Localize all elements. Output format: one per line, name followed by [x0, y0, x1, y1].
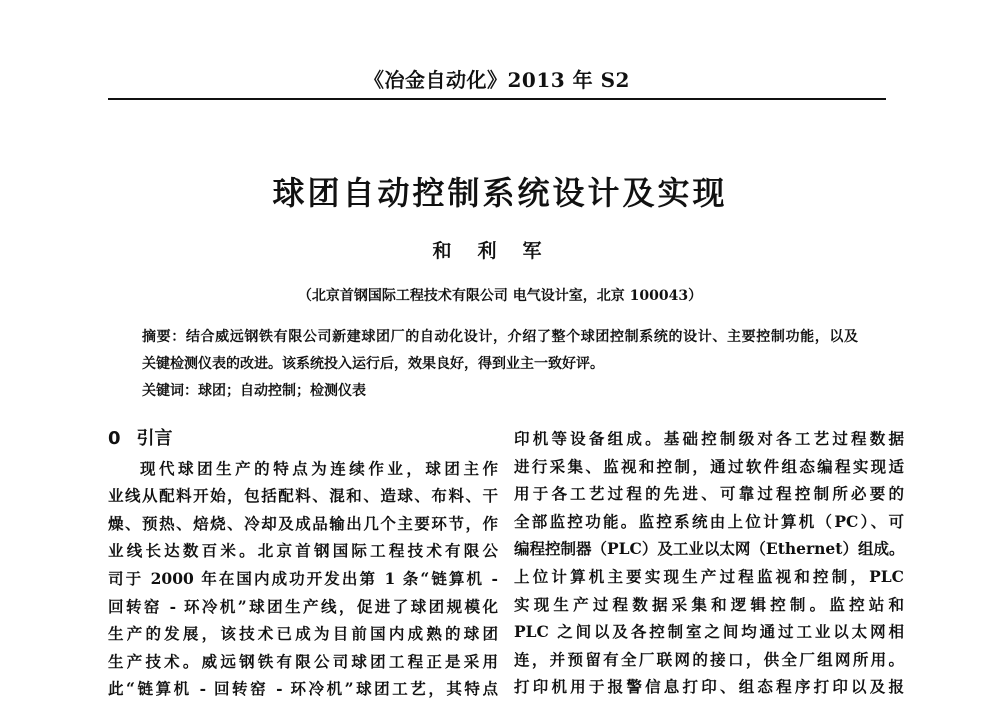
body-line: 司于 2000 年在国内成功开发出第 1 条“链算机 -: [108, 568, 498, 588]
body-line: PLC 之间以及各控制室之间均通过工业以太网相: [514, 622, 904, 642]
abstract-line: 摘要：结合威远钢铁有限公司新建球团厂的自动化设计，介绍了整个球团控制系统的设计、主要控制功能，以及: [142, 329, 858, 345]
section-title: 引言: [136, 428, 173, 449]
body-line: 业线从配料开始，包括配料、混和、造球、布料、干: [108, 486, 498, 506]
keywords-line: 关键词：球团；自动控制；检测仪表: [142, 383, 366, 399]
body-line: 用于各工艺过程的先进、可靠过程控制所必要的: [514, 484, 904, 504]
abstract-line: 关键检测仪表的改进。该系统投入运行后，效果良好，得到业主一致好评。: [142, 356, 604, 372]
body-line: 连，并预留有全厂联网的接口，供全厂组网所用。: [514, 649, 904, 669]
body-line: 上位计算机主要实现生产过程监视和控制，PLC: [514, 566, 904, 586]
body-line: 生产技术。威远钢铁有限公司球团工程正是采用: [108, 651, 498, 671]
body-line: 进行采集、监视和控制，通过软件组态编程实现适: [514, 456, 904, 476]
body-line: 全部监控功能。监控系统由上位计算机（PC）、可: [514, 511, 904, 531]
section-heading: [108, 425, 498, 453]
journal-header: 《冶金自动化》2013 年 S2: [364, 68, 630, 92]
body-line: 现代球团生产的特点为连续作业，球团主作: [140, 458, 498, 478]
body-line: 实现生产过程数据采集和逻辑控制。监控站和: [514, 594, 904, 614]
body-line: 回转窑 - 环冷机”球团生产线，促进了球团规模化: [108, 596, 498, 616]
body-line: 业线长达数百米。北京首钢国际工程技术有限公: [108, 541, 498, 561]
right-column: [514, 425, 904, 701]
abstract-block: [142, 324, 858, 405]
body-line: 打印机用于报警信息打印、组态程序打印以及报: [514, 677, 904, 697]
body-line: 编程控制器（PLC）及工业以太网（Ethernet）组成。: [514, 539, 904, 559]
author-affiliation: （北京首钢国际工程技术有限公司 电气设计室，北京 100043）: [297, 288, 703, 304]
body-line: 生产的发展，该技术已成为目前国内成熟的球团: [108, 624, 498, 644]
left-column: [108, 425, 498, 703]
header-rule: [108, 98, 886, 100]
author-name: 和利军: [432, 240, 568, 262]
body-line: 印机等设备组成。基础控制级对各工艺过程数据: [514, 429, 904, 448]
body-line: 燥、预热、焙烧、冷却及成品输出几个主要环节，作: [108, 513, 498, 533]
body-line: 此“链算机 - 回转窑 - 环冷机”球团工艺，其特点: [108, 679, 498, 699]
section-number: 0: [108, 428, 121, 449]
paper-title: 球团自动控制系统设计及实现: [272, 174, 728, 212]
